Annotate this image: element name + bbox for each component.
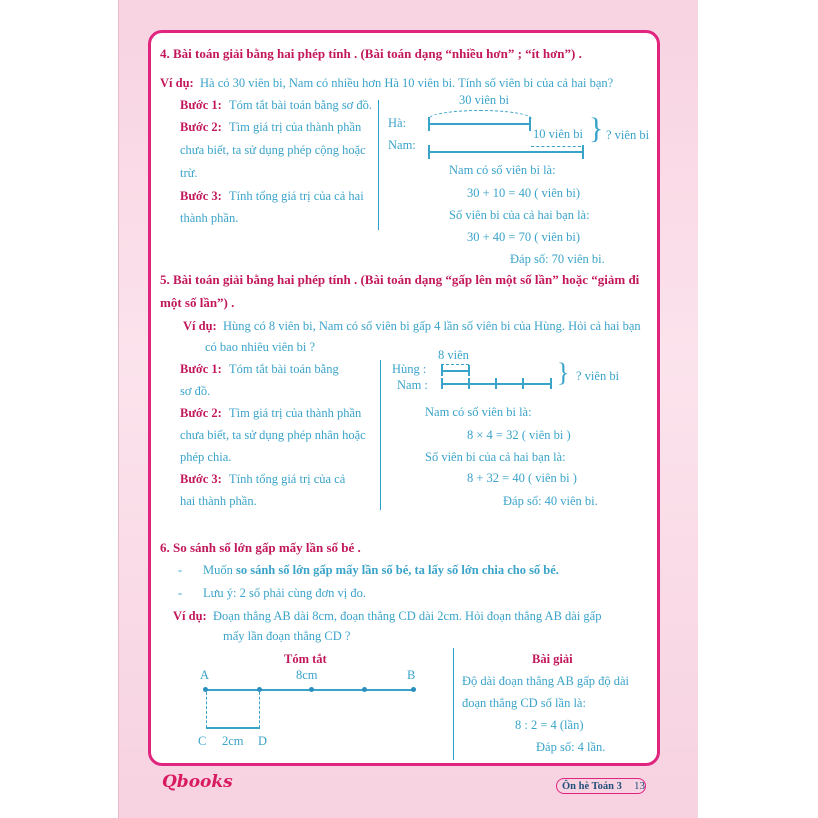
s5-question: ? viên bi <box>576 369 620 383</box>
s4-step2-label: Bước 2: <box>180 120 222 134</box>
s5-example-text: Hùng có 8 viên bi, Nam có số viên bi gấp 4 lần số viên bi của Hùng. Hỏi cả hai bạn <box>223 319 641 333</box>
s4-tick <box>428 117 430 131</box>
s4-solution: Nam có số viên bi là: <box>449 163 556 177</box>
dashed-guide <box>259 692 260 728</box>
s4-extra-label: 10 viên bi <box>533 127 583 141</box>
right-brace-icon: } <box>557 358 570 387</box>
dashed-guide <box>206 692 207 728</box>
point-mark <box>309 687 314 692</box>
s4-step2-text: Tìm giá trị của thành phần <box>229 120 362 134</box>
s5-step2-text: Tìm giá trị của thành phần <box>229 406 362 420</box>
s5-example-text: có bao nhiêu viên bi ? <box>205 340 316 354</box>
segment-cd <box>206 727 260 729</box>
s5-tick <box>550 378 552 389</box>
s5-tick <box>495 378 497 389</box>
s4-step2-text: trừ. <box>180 166 198 180</box>
s4-tick <box>582 145 584 159</box>
s4-step1-label: Bước 1: <box>180 98 222 112</box>
s5-example-label: Ví dụ: <box>183 319 217 333</box>
footer-title: Ôn hè Toán 3 <box>562 781 622 792</box>
s5-tick <box>522 378 524 389</box>
s4-question: ? viên bi <box>606 128 650 142</box>
s4-tick <box>529 117 531 131</box>
s6-example-text: Đoạn thẳng AB dài 8cm, đoạn thẳng CD dài 2cm. Hỏi đoạn thẳng AB dài gấp <box>213 609 602 623</box>
s4-step3-label: Bước 3: <box>180 189 222 203</box>
length-cd-label: 2cm <box>222 734 244 748</box>
s6-answer: Đáp số: 4 lần. <box>536 740 606 754</box>
right-brace-icon: } <box>589 112 604 145</box>
s4-label-ha: Hà: <box>388 116 407 130</box>
s4-solution: 30 + 40 = 70 ( viên bi) <box>467 230 581 244</box>
point-b-label: B <box>407 668 416 682</box>
s6-rule <box>203 563 559 578</box>
s5-step3-text: hai thành phần. <box>180 494 257 508</box>
s5-tick <box>468 378 470 389</box>
s4-example-text: Hà có 30 viên bi, Nam có nhiều hơn Hà 10 viên bi. Tính số viên bi của cả hai bạn? <box>200 76 614 90</box>
s5-diagram-label-top: 8 viên <box>438 348 469 362</box>
s5-step3-text: Tính tổng giá trị của cả <box>229 472 346 486</box>
s5-bar-hung <box>441 370 469 372</box>
s6-example-text: mấy lần đoạn thẳng CD ? <box>223 629 351 643</box>
s5-heading: 5. Bài toán giải bằng hai phép tính . (Bài toán dạng “gấp lên một số lần” hoặc “giảm đi <box>160 272 640 287</box>
point-d-label: D <box>258 734 268 748</box>
s5-step2-label: Bước 2: <box>180 406 222 420</box>
bullet-dash: - <box>178 586 183 600</box>
s5-solution: 8 × 4 = 32 ( viên bi ) <box>467 428 571 442</box>
s5-label-nam: Nam : <box>397 378 428 392</box>
s5-top-brace <box>441 364 469 365</box>
s4-bar-nam <box>428 151 583 153</box>
s5-solution: Số viên bi của cả hai bạn là: <box>425 450 566 464</box>
s6-note: Lưu ý: 2 số phải cùng đơn vị đo. <box>203 586 367 600</box>
s4-bar-ha <box>428 123 530 125</box>
s5-label-hung: Hùng : <box>392 362 427 376</box>
s4-label-nam: Nam: <box>388 138 416 152</box>
s4-answer: Đáp số: 70 viên bi. <box>510 252 605 266</box>
publisher-logo: Qbooks <box>162 772 233 792</box>
s5-step1-text: sơ đồ. <box>180 384 211 398</box>
s4-step3-text: Tính tổng giá trị của cả hai <box>229 189 364 203</box>
s6-heading: 6. So sánh số lớn gấp mấy lần số bé . <box>160 540 361 555</box>
s4-step1-text: Tóm tắt bài toán bằng sơ đồ. <box>229 98 373 112</box>
s5-divider <box>380 360 381 510</box>
s5-step2-text: chưa biết, ta sử dụng phép nhân hoặc <box>180 428 366 442</box>
s5-answer: Đáp số: 40 viên bi. <box>503 494 598 508</box>
length-ab-label: 8cm <box>296 668 318 682</box>
s5-step1-text: Tóm tắt bài toán bằng <box>229 362 339 376</box>
page-number: 13 <box>634 780 645 792</box>
point-mark <box>362 687 367 692</box>
s4-solution: Số viên bi của cả hai bạn là: <box>449 208 590 222</box>
s4-extra-brace <box>531 146 581 147</box>
s5-step1-label: Bước 1: <box>180 362 222 376</box>
point-c-label: C <box>198 734 207 748</box>
s6-solution-title: Bài giải <box>532 652 573 666</box>
s5-heading: một số lần”) . <box>160 295 235 310</box>
s6-rule-post: , ta lấy số lớn chia cho số bé. <box>408 563 559 577</box>
s4-example-label: Ví dụ: <box>160 76 194 90</box>
s4-solution: 30 + 10 = 40 ( viên bi) <box>467 186 581 200</box>
s5-solution: Nam có số viên bi là: <box>425 405 532 419</box>
s6-solution: đoạn thẳng CD số lần là: <box>462 696 586 710</box>
s5-step3-label: Bước 3: <box>180 472 222 486</box>
s4-divider <box>378 100 379 230</box>
s6-summary-title: Tóm tắt <box>284 652 327 666</box>
bullet-dash: - <box>178 563 183 577</box>
s5-tick <box>441 365 443 376</box>
s6-rule-bold: so sánh số lớn gấp mấy lần số bé <box>236 563 409 577</box>
s4-tick <box>428 145 430 159</box>
s6-divider <box>453 648 454 760</box>
s4-diagram-label-top: 30 viên bi <box>459 93 509 107</box>
s6-solution: Độ dài đoạn thẳng AB gấp độ dài <box>462 674 629 688</box>
s5-tick <box>441 378 443 389</box>
point-b <box>411 687 416 692</box>
s4-step3-text: thành phần. <box>180 211 239 225</box>
point-a-label: A <box>200 668 210 682</box>
s6-example-label: Ví dụ: <box>173 609 207 623</box>
page-edge <box>118 0 119 818</box>
s5-solution: 8 + 32 = 40 ( viên bi ) <box>467 471 577 485</box>
s5-step2-text: phép chia. <box>180 450 232 464</box>
s4-step2-text: chưa biết, ta sử dụng phép cộng hoặc <box>180 143 366 157</box>
s6-solution: 8 : 2 = 4 (lần) <box>515 718 584 732</box>
s5-tick <box>468 365 470 376</box>
s4-heading: 4. Bài toán giải bằng hai phép tính . (Bài toán dạng “nhiều hơn” ; “ít hơn”) . <box>160 46 582 61</box>
s6-rule-pre: Muốn <box>203 563 236 577</box>
